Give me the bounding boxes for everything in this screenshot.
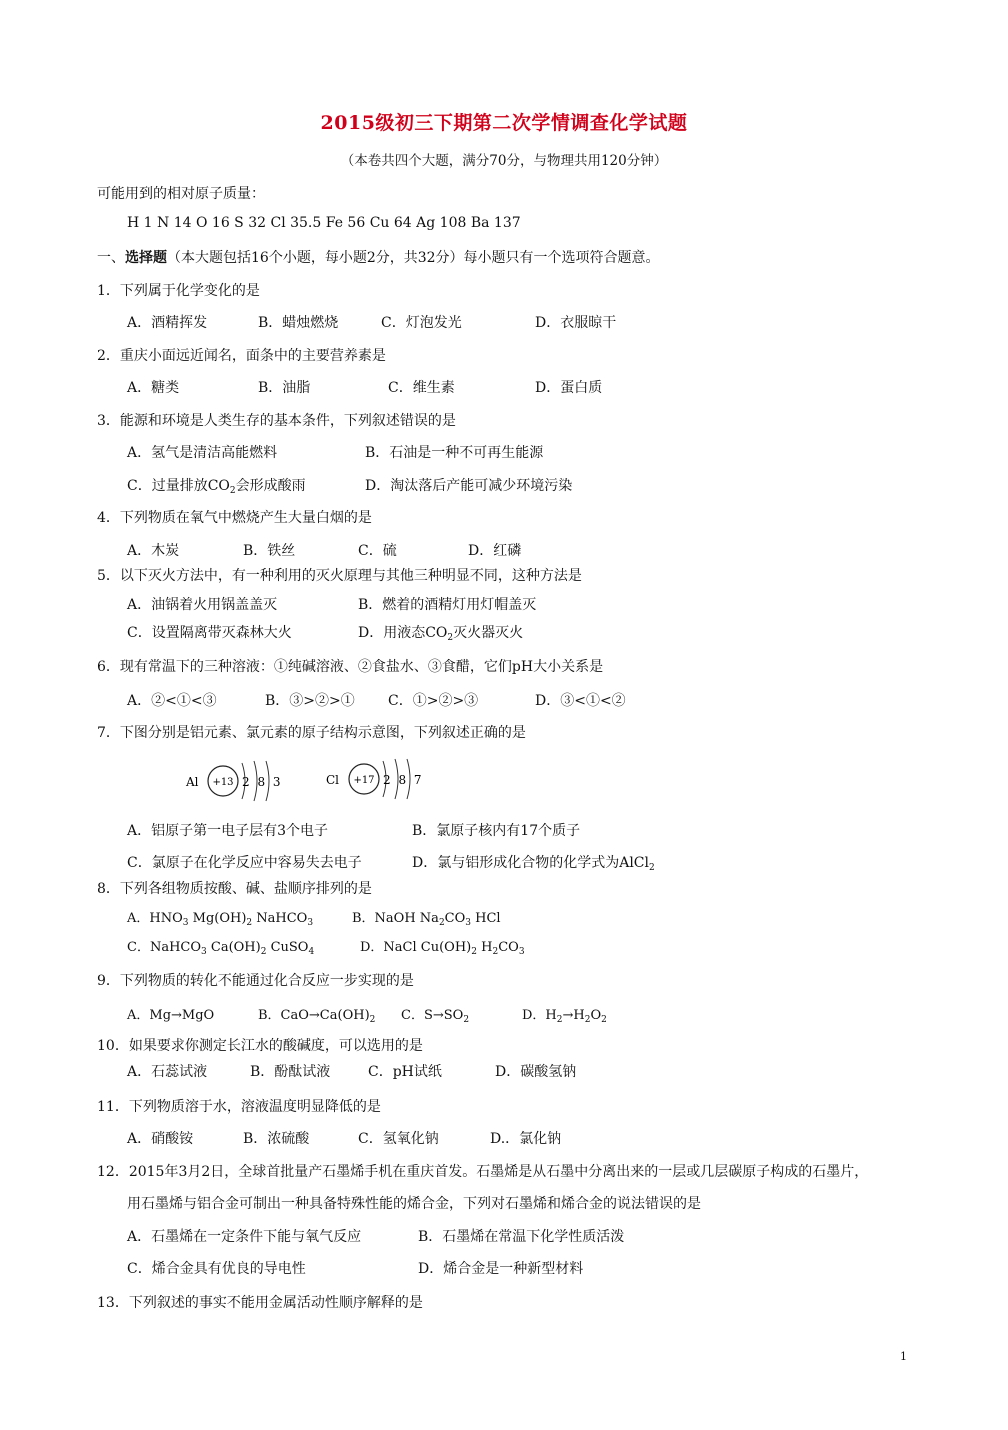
option: D．烯合金是一种新型材料 bbox=[418, 1261, 584, 1277]
option: A．铝原子第一电子层有3个电子 bbox=[127, 823, 329, 839]
cl-electron-shells: 2 8 7 bbox=[383, 773, 424, 787]
option: D．碳酸氢钠 bbox=[495, 1064, 577, 1080]
page-title: 2015级初三下期第二次学情调查化学试题 bbox=[320, 112, 688, 134]
option: C．设置隔离带灭森林大火 bbox=[127, 625, 292, 641]
question-stem: 11．下列物质溶于水，溶液温度明显降低的是 bbox=[97, 1099, 381, 1115]
option: D．$H_2\to H_2O_2$ bbox=[522, 1008, 607, 1025]
option: B．③>②>① bbox=[265, 693, 355, 709]
option: B．石墨烯在常温下化学性质活泼 bbox=[418, 1229, 625, 1245]
question-stem: 8．下列各组物质按酸、碱、盐顺序排列的是 bbox=[97, 881, 372, 897]
chlorine-atom-diagram bbox=[326, 759, 424, 799]
question-stem: 2．重庆小面远近闻名，面条中的主要营养素是 bbox=[97, 348, 386, 364]
option: D．③<①<② bbox=[535, 693, 626, 709]
question-stem: 1．下列属于化学变化的是 bbox=[97, 283, 260, 299]
question-stem: 6．现有常温下的三种溶液：①纯碱溶液、②食盐水、③食醋，它们pH大小关系是 bbox=[97, 659, 604, 675]
question-stem: 13．下列叙述的事实不能用金属活动性顺序解释的是 bbox=[97, 1295, 423, 1311]
option: D．NaCl $Cu(OH)_2$ $H_2CO_3$ bbox=[360, 940, 525, 957]
option: D．用液态$CO_2$灭火器灭火 bbox=[358, 625, 524, 643]
option: C．①>②>③ bbox=[388, 693, 479, 709]
atomic-mass-label: 可能用到的相对原子质量： bbox=[97, 186, 265, 202]
page-subtitle: （本卷共四个大题，满分70分，与物理共用120分钟） bbox=[340, 153, 668, 169]
option: C．过量排放$CO_2$会形成酸雨 bbox=[127, 478, 306, 496]
option: A．②<①<③ bbox=[127, 693, 217, 709]
option: B．铁丝 bbox=[243, 543, 296, 559]
question-stem: 12．2015年3月2日，全球首批量产石墨烯手机在重庆首发。石墨烯是从石墨中分离出来的一层或几层碳原子构成的石墨片， bbox=[97, 1164, 869, 1180]
option: C．硫 bbox=[358, 543, 397, 559]
option: C．维生素 bbox=[388, 380, 455, 396]
option: A．石蕊试液 bbox=[127, 1064, 208, 1080]
option: B．氯原子核内有17个质子 bbox=[412, 823, 581, 839]
option: A．酒精挥发 bbox=[127, 315, 208, 331]
question-stem: 7．下图分别是铝元素、氯元素的原子结构示意图，下列叙述正确的是 bbox=[97, 725, 526, 741]
question-stem: 9．下列物质的转化不能通过化合反应一步实现的是 bbox=[97, 973, 414, 989]
option: C．pH试纸 bbox=[368, 1064, 442, 1080]
option: D.．氯化钠 bbox=[490, 1131, 562, 1147]
atom-structure-diagram bbox=[180, 757, 440, 807]
cl-nucleus-charge: +17 bbox=[353, 775, 375, 786]
page-number: 1 bbox=[900, 1350, 907, 1363]
question-stem-continued: 用石墨烯与铝合金可制出一种具备特殊性能的烯合金，下列对石墨烯和烯合金的说法错误的是 bbox=[127, 1196, 701, 1212]
al-electron-shells: 2 8 3 bbox=[242, 775, 283, 789]
option: A．Mg→MgO bbox=[127, 1008, 215, 1023]
option: C．氯原子在化学反应中容易失去电子 bbox=[127, 855, 362, 871]
option: B．NaOH $Na_2CO_3$ HCl bbox=[352, 911, 501, 928]
option: A．石墨烯在一定条件下能与氧气反应 bbox=[127, 1229, 362, 1245]
option: B．燃着的酒精灯用灯帽盖灭 bbox=[358, 597, 537, 613]
option: B．$CaO\to Ca(OH)_2$ bbox=[258, 1008, 376, 1025]
option: A．油锅着火用锅盖盖灭 bbox=[127, 597, 278, 613]
option: B．蜡烛燃烧 bbox=[258, 315, 339, 331]
question-stem: 4．下列物质在氧气中燃烧产生大量白烟的是 bbox=[97, 510, 372, 526]
option: D．氯与铝形成化合物的化学式为AlCl$_2$ bbox=[412, 855, 655, 873]
option: B．浓硫酸 bbox=[243, 1131, 310, 1147]
option: A．氢气是清洁高能燃料 bbox=[127, 445, 278, 461]
option: D．衣服晾干 bbox=[535, 315, 617, 331]
option: C．烯合金具有优良的导电性 bbox=[127, 1261, 306, 1277]
option: D．红磷 bbox=[468, 543, 522, 559]
cl-symbol: Cl bbox=[326, 773, 340, 787]
option: A．$HNO_3$ $Mg(OH)_2$ NaHCO$_3$ bbox=[127, 911, 314, 928]
option: C．NaHCO$_3$ $Ca(OH)_2$ CuSO$_4$ bbox=[127, 940, 315, 957]
option: C．$S\to SO_2$ bbox=[401, 1008, 470, 1025]
option: D．淘汰落后产能可减少环境污染 bbox=[365, 478, 573, 494]
question-stem: 10．如果要求你测定长江水的酸碱度，可以选用的是 bbox=[97, 1038, 423, 1054]
option: B．石油是一种不可再生能源 bbox=[365, 445, 544, 461]
option: A．硝酸铵 bbox=[127, 1131, 194, 1147]
atomic-mass-values: H 1 N 14 O 16 S 32 Cl 35.5 Fe 56 Cu 64 Ag 108 Ba 137 bbox=[127, 215, 521, 231]
option: A．木炭 bbox=[127, 543, 180, 559]
question-stem: 3．能源和环境是人类生存的基本条件，下列叙述错误的是 bbox=[97, 413, 456, 429]
aluminum-atom-diagram bbox=[185, 761, 283, 801]
al-symbol: Al bbox=[186, 775, 199, 789]
option: B．酚酞试液 bbox=[250, 1064, 331, 1080]
section-heading: 一、选择题（本大题包括16个小题，每小题2分，共32分）每小题只有一个选项符合题意。 bbox=[97, 250, 660, 266]
option: A．糖类 bbox=[127, 380, 180, 396]
al-nucleus-charge: +13 bbox=[212, 777, 234, 788]
option: C．氢氧化钠 bbox=[358, 1131, 439, 1147]
option: B．油脂 bbox=[258, 380, 311, 396]
option: C．灯泡发光 bbox=[381, 315, 462, 331]
option: D．蛋白质 bbox=[535, 380, 603, 396]
question-stem: 5．以下灭火方法中，有一种利用的灭火原理与其他三种明显不同，这种方法是 bbox=[97, 568, 582, 584]
